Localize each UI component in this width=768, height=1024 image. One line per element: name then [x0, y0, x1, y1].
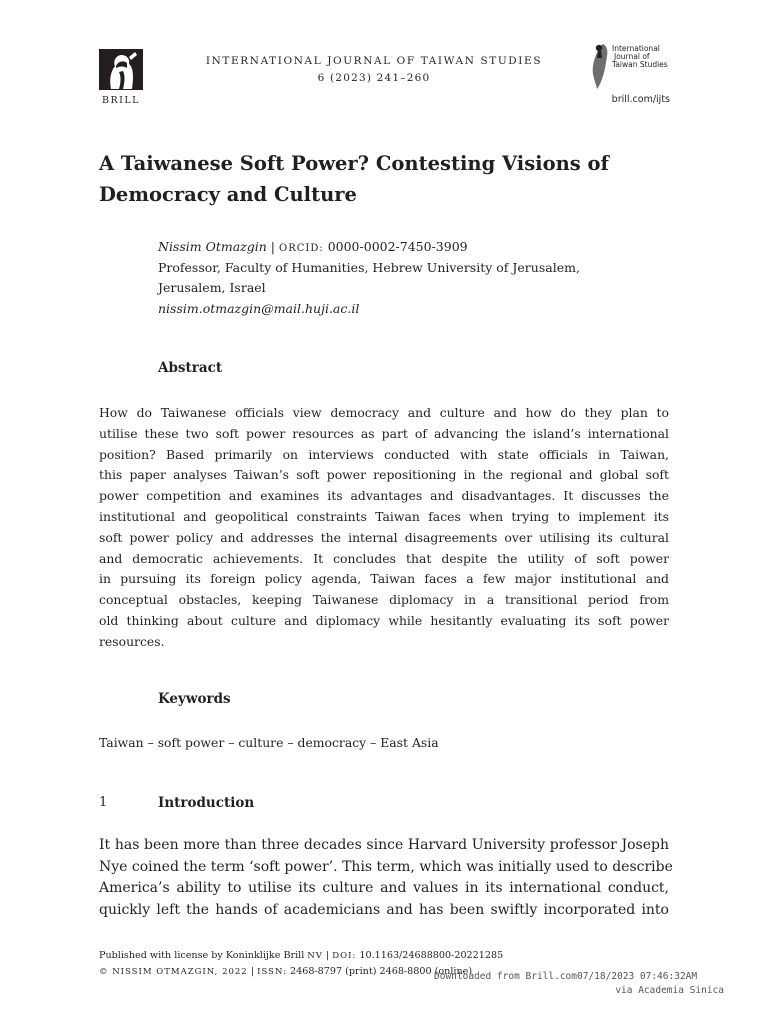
taiwan-island-icon [590, 42, 612, 90]
journal-name: INTERNATIONAL JOURNAL OF TAIWAN STUDIES [205, 55, 543, 67]
separator: | [326, 950, 330, 961]
copyright-text: © NISSIM OTMAZGIN, 2022 [99, 967, 248, 977]
author-name: Nissim Otmazgin [158, 239, 267, 254]
download-source: via Academia Sinica [615, 985, 724, 996]
introduction-line: Nye coined the term ‘soft power’. This term, which was initially used to describe [99, 858, 673, 875]
introduction-line: It has been more than three decades since Harvard University professor Joseph [99, 837, 669, 853]
abstract-line: soft power policy and addresses the internal disagreements over utilising its cultural [99, 529, 669, 545]
doi-label: DOI: [332, 951, 357, 961]
journal-url-link[interactable]: brill.com/ijts [611, 94, 670, 105]
title-line: A Taiwanese Soft Power? Contesting Visions of [99, 152, 609, 175]
author-affiliation: Professor, Faculty of Humanities, Hebrew University of Jerusalem, [158, 260, 580, 275]
license-text: Published with license by Koninklijke Brill [99, 950, 305, 961]
license-nv: NV [307, 951, 323, 961]
journal-logo-text: Journal of [614, 52, 650, 61]
abstract-line: position? Based primarily on interviews conducted with state officials in Taiwan, [99, 446, 669, 462]
separator: | [250, 966, 255, 977]
brill-logo-icon [99, 49, 143, 90]
doi-link[interactable]: 10.1163/24688800-20221285 [359, 950, 504, 961]
license-line [99, 950, 503, 961]
abstract-line: conceptual obstacles, keeping Taiwanese diplomacy in a transitional period from [99, 592, 669, 608]
abstract-line: How do Taiwanese officials view democracy and culture and how do they plan to [99, 405, 669, 420]
abstract-line: and democratic achievements. It concludes that despite the utility of soft power [99, 550, 669, 566]
abstract-line: resources. [99, 633, 165, 649]
abstract-heading: Abstract [158, 360, 223, 376]
title-line: Democracy and Culture [99, 183, 357, 206]
section-number: 1 [99, 795, 108, 810]
abstract-line: old thinking about culture and diplomacy while hesitantly evaluating its soft power [99, 612, 669, 628]
abstract-line: in pursuing its foreign policy agenda, Taiwan faces a few major institutional and [99, 571, 669, 587]
introduction-line: America’s ability to utilise its culture and values in its international conduct, [99, 880, 669, 896]
abstract-line: institutional and geopolitical constraints Taiwan faces when trying to implement its [99, 508, 669, 524]
publisher-name: BRILL [101, 95, 140, 106]
separator: | [270, 239, 276, 254]
abstract-body [99, 403, 669, 653]
abstract-line: power competition and examines its advantages and disadvantages. It discusses the [99, 488, 669, 504]
copyright-line [99, 966, 472, 977]
journal-logo [590, 42, 672, 92]
journal-logo-text: Taiwan Studies [612, 60, 668, 69]
keywords-list: Taiwan – soft power – culture – democracy – East Asia [99, 735, 439, 750]
article-title [99, 148, 659, 210]
issn-label: ISSN: [257, 967, 287, 977]
introduction-line: quickly left the hands of academicians and has been swiftly incorporated into [99, 901, 669, 918]
abstract-line: this paper analyses Taiwan’s soft power repositioning in the regional and global soft [99, 467, 669, 483]
author-affiliation: Jerusalem, Israel [158, 280, 266, 295]
author-email-link[interactable]: nissim.otmazgin@mail.huji.ac.il [158, 301, 360, 316]
orcid-label: ORCID: [279, 243, 324, 254]
author-line [158, 237, 638, 259]
journal-issue: 6 (2023) 241–260 [317, 72, 431, 84]
keywords-heading: Keywords [158, 691, 231, 707]
issn-text: 2468-8797 (print) 2468-8800 (online) [290, 966, 473, 977]
journal-logo-text: International [612, 44, 660, 53]
introduction-body [99, 835, 673, 921]
download-stamp: Downloaded from Brill.com07/18/2023 07:46:32AM [434, 971, 698, 982]
abstract-line: utilise these two soft power resources as part of advancing the island’s international [99, 425, 669, 441]
orcid-link[interactable]: 0000-0002-7450-3909 [327, 239, 468, 254]
introduction-heading: Introduction [158, 795, 255, 811]
